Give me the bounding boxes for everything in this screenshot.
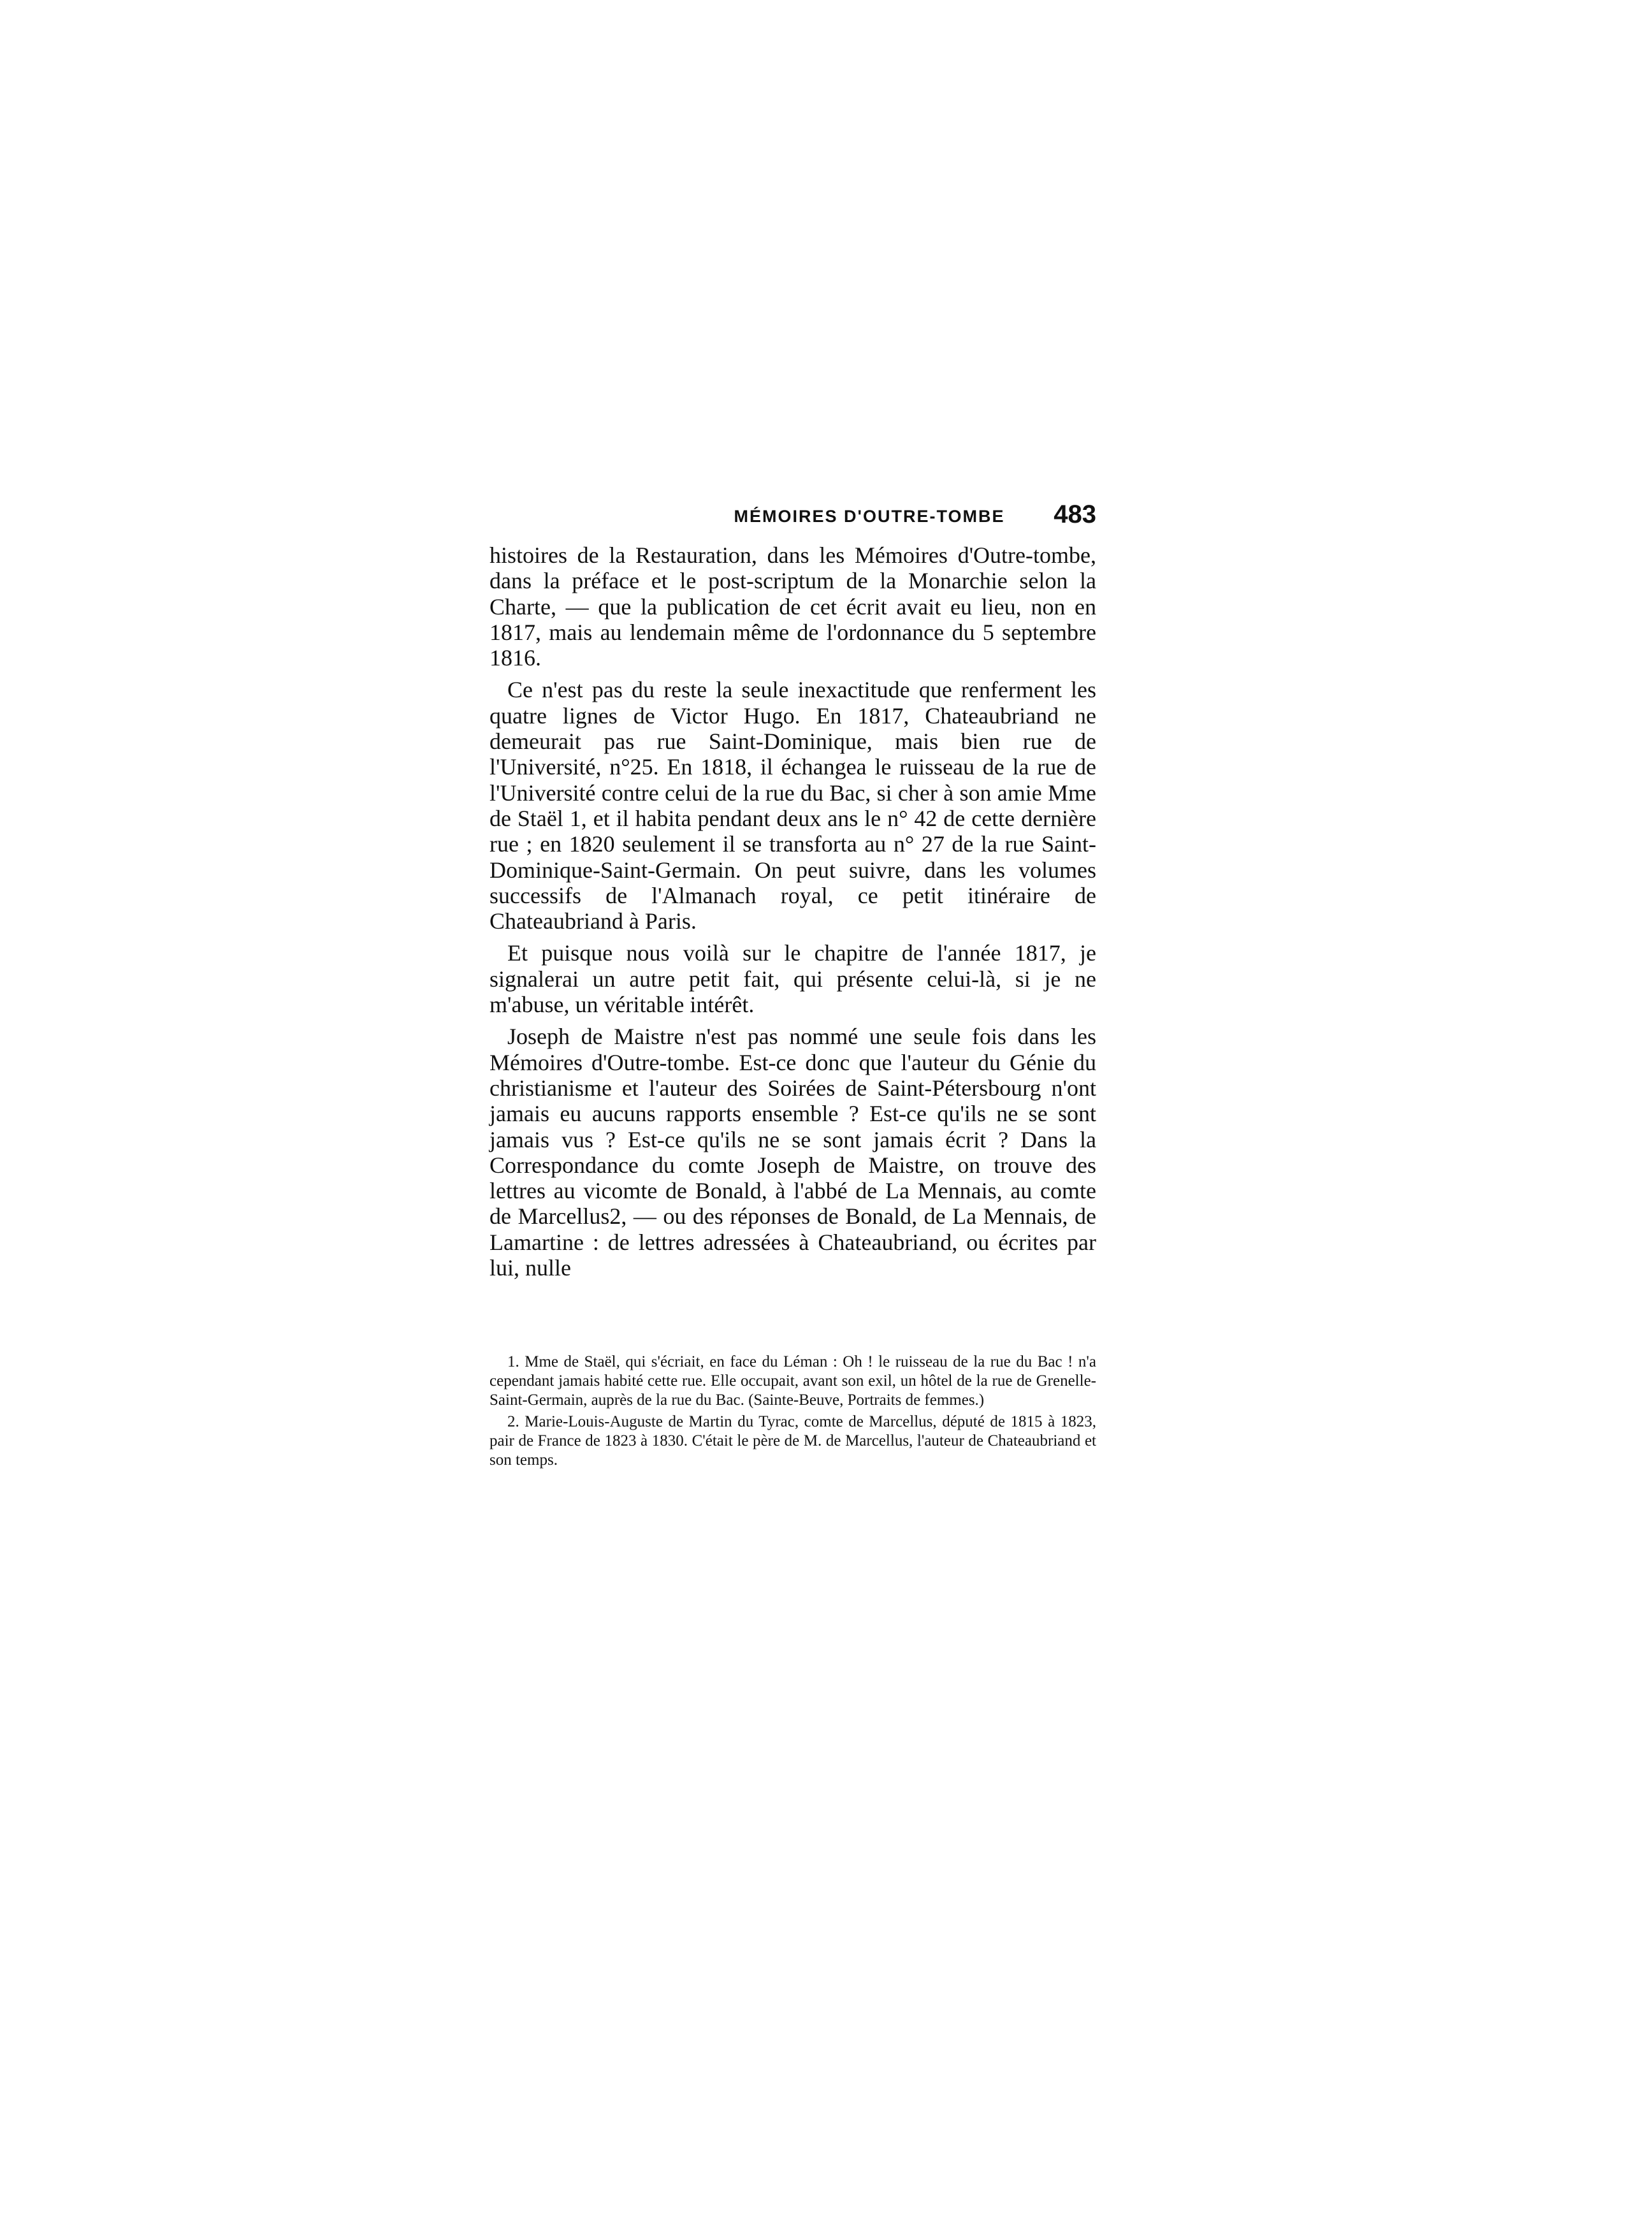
body-text bbox=[489, 542, 1096, 1287]
footnote-1: 1. Mme de Staël, qui s'écriait, en face du Léman : Oh ! le ruisseau de la rue du Bac ! n'a cependant jamais habité cette rue. Elle occupait, avant son exil, un hôtel de la rue de Grenelle-Saint-Germain, auprès de la rue du Bac. (Sainte-Beuve, Portraits de femmes.) bbox=[489, 1353, 1096, 1409]
paragraph-3: Et puisque nous voilà sur le chapitre de l'année 1817, je signalerai un autre petit fait, qui présente celui-là, si je ne m'abuse, un véritable intérêt. bbox=[489, 940, 1096, 1018]
paragraph-4: Joseph de Maistre n'est pas nommé une seule fois dans les Mémoires d'Outre-tombe. Est-ce donc que l'auteur du Génie du christianisme et l'auteur des Soirées de Saint-Pétersbourg n'ont jamais eu aucuns rapports ensemble ? Est-ce qu'ils ne se sont jamais vus ? Est-ce qu'ils ne se sont jamais écrit ? Dans la Correspondance du comte Joseph de Maistre, on trouve des lettres au vicomte de Bonald, à l'abbé de La Mennais, au comte de Marcellus2, — ou des réponses de Bonald, de La Mennais, de Lamartine : de lettres adressées à Chateaubriand, ou écrites par lui, nulle bbox=[489, 1024, 1096, 1281]
running-title: MÉMOIRES D'OUTRE-TOMBE bbox=[734, 507, 1005, 526]
footnote-2: 2. Marie-Louis-Auguste de Martin du Tyrac, comte de Marcellus, député de 1815 à 1823, pair de France de 1823 à 1830. C'était le père de M. de Marcellus, l'auteur de Chateaubriand et son temps. bbox=[489, 1413, 1096, 1469]
paragraph-2: Ce n'est pas du reste la seule inexactitude que renferment les quatre lignes de Victor Hugo. En 1817, Chateaubriand ne demeurait pas rue Saint-Dominique, mais bien rue de l'Université, n°25. En 1818, il échangea le ruisseau de la rue de l'Université contre celui de la rue du Bac, si cher à son amie Mme de Staël 1, et il habita pendant deux ans le n° 42 de cette dernière rue ; en 1820 seulement il se transforta au n° 27 de la rue Saint-Dominique-Saint-Germain. On peut suivre, dans les volumes successifs de l'Almanach royal, ce petit itinéraire de Chateaubriand à Paris. bbox=[489, 677, 1096, 934]
paragraph-1: histoires de la Restauration, dans les Mémoires d'Outre-tombe, dans la préface et le post-scriptum de la Monarchie selon la Charte, — que la publication de cet écrit avait eu lieu, non en 1817, mais au lendemain même de l'ordonnance du 5 septembre 1816. bbox=[489, 542, 1096, 671]
page-header bbox=[642, 500, 1096, 532]
footnotes bbox=[489, 1353, 1096, 1472]
page-number: 483 bbox=[1054, 500, 1096, 528]
